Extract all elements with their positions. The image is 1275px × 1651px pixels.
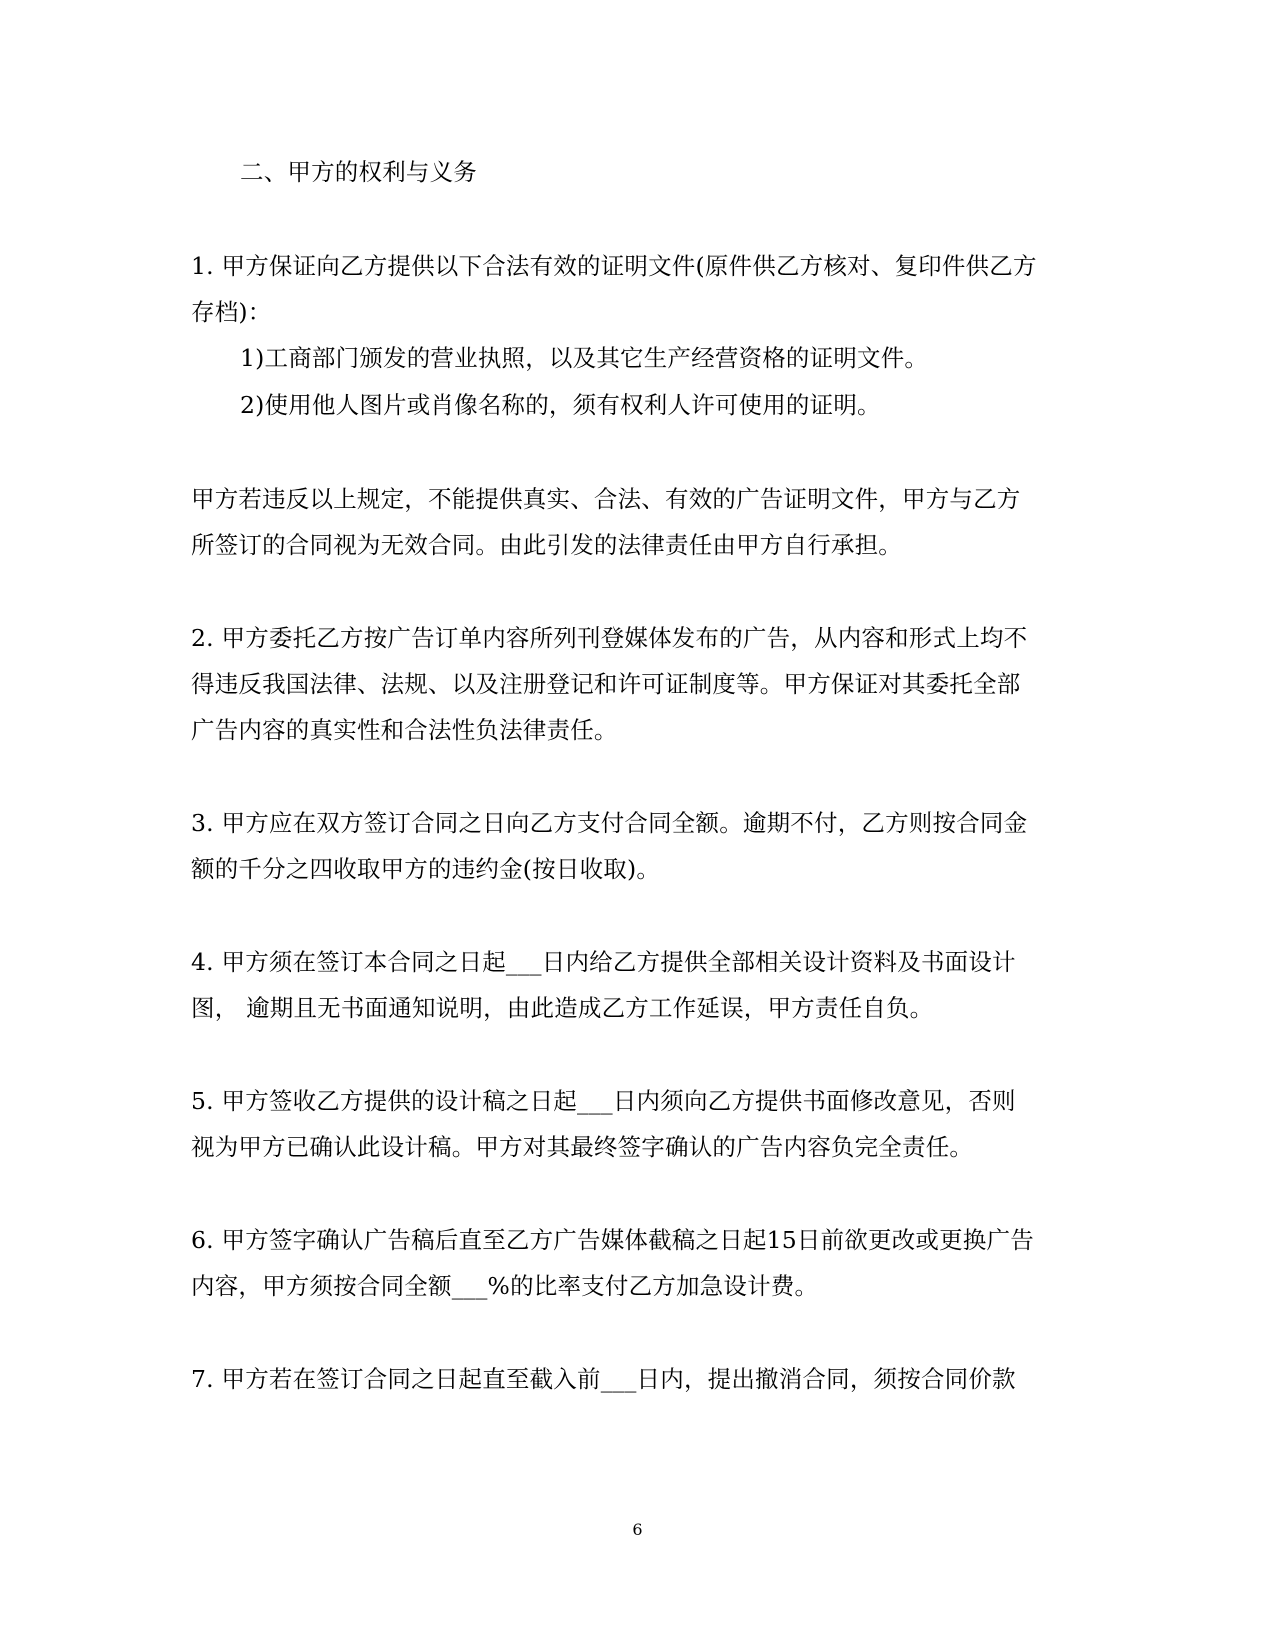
list-item-line: 2)使用他人图片或肖像名称的，须有权利人许可使用的证明。 (240, 391, 881, 419)
paragraph-line: 7. 甲方若在签订合同之日起直至截入前___日内，提出撤消合同，须按合同价款 (191, 1365, 1016, 1393)
paragraph-line: 视为甲方已确认此设计稿。甲方对其最终签字确认的广告内容负完全责任。 (191, 1133, 974, 1161)
paragraph-line: 5. 甲方签收乙方提供的设计稿之日起___日内须向乙方提供书面修改意见，否则 (191, 1087, 1016, 1115)
paragraph-line: 内容，甲方须按合同全额___%的比率支付乙方加急设计费。 (191, 1272, 819, 1300)
paragraph-line: 所签订的合同视为无效合同。由此引发的法律责任由甲方自行承担。 (191, 531, 902, 559)
section-heading: 二、甲方的权利与义务 (240, 158, 477, 186)
paragraph-line: 1. 甲方保证向乙方提供以下合法有效的证明文件(原件供乙方核对、复印件供乙方 (191, 252, 1037, 280)
paragraph-line: 2. 甲方委托乙方按广告订单内容所列刊登媒体发布的广告，从内容和形式上均不 (191, 624, 1028, 652)
page-number: 6 (632, 1520, 643, 1539)
paragraph-line: 3. 甲方应在双方签订合同之日向乙方支付合同全额。逾期不付，乙方则按合同金 (191, 809, 1028, 837)
paragraph-line: 图， 逾期且无书面通知说明，由此造成乙方工作延误，甲方责任自负。 (191, 994, 934, 1022)
paragraph-line: 4. 甲方须在签订本合同之日起___日内给乙方提供全部相关设计资料及书面设计 (191, 948, 1016, 976)
paragraph-line: 6. 甲方签字确认广告稿后直至乙方广告媒体截稿之日起15日前欲更改或更换广告 (191, 1226, 1034, 1254)
paragraph-line: 存档)： (191, 298, 272, 326)
paragraph-line: 得违反我国法律、法规、以及注册登记和许可证制度等。甲方保证对其委托全部 (191, 670, 1021, 698)
paragraph-line: 甲方若违反以上规定，不能提供真实、合法、有效的广告证明文件，甲方与乙方 (191, 485, 1021, 513)
paragraph-line: 广告内容的真实性和合法性负法律责任。 (191, 716, 618, 744)
list-item-line: 1)工商部门颁发的营业执照，以及其它生产经营资格的证明文件。 (240, 344, 929, 372)
paragraph-line: 额的千分之四收取甲方的违约金(按日收取)。 (191, 855, 661, 883)
